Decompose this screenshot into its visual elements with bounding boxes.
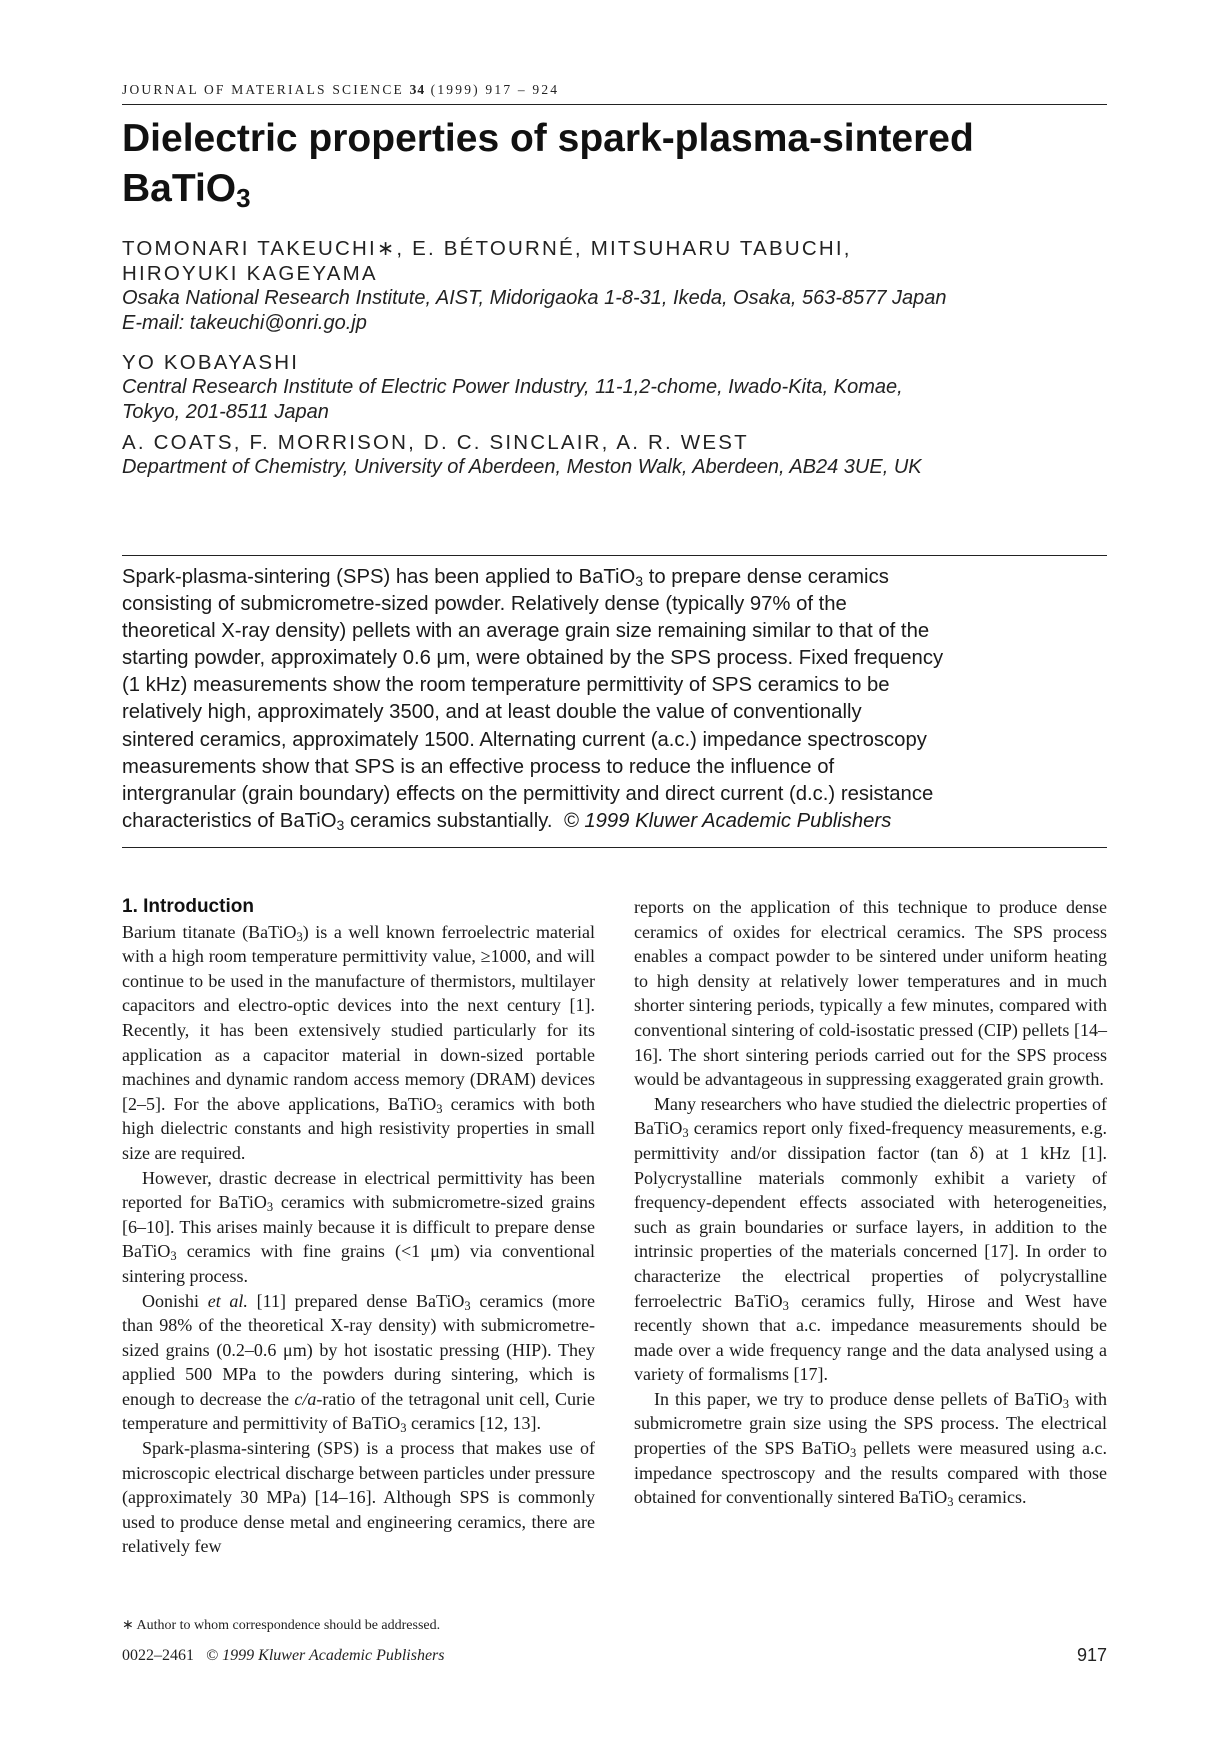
affiliation: Osaka National Research Institute, AIST, Midorigaoka 1-8-31, Ikeda, Osaka, 563-8577 Japan (122, 287, 947, 309)
author-group-1 (122, 236, 1107, 336)
footnote: ∗ Author to whom correspondence should be addressed. (122, 1618, 441, 1633)
author-names: YO KOBAYASHI (122, 351, 300, 374)
paragraph: In this paper, we try to produce dense pellets of BaTiO$_3$ with submicrometre grain size using the SPS process. The electrical properties of the SPS BaTiO$_3$ pellets were measured using a.c. impedance spectroscopy and the results compared with those obtained for conventionally sintered BaTiO$_3$ ceramics. (634, 1388, 1107, 1510)
abstract-copyright: © 1999 Kluwer Academic Publishers (563, 809, 892, 832)
title-main: Dielectric properties of spark-plasma-sintered (122, 117, 974, 160)
author-group-2 (122, 350, 1107, 425)
page-number: 917 (1076, 1645, 1107, 1665)
author-email: E-mail: takeuchi@onri.go.jp (122, 312, 367, 334)
affiliation: Central Research Institute of Electric Power Industry, 11-1,2-chome, Iwado-Kita, Komae, (122, 376, 903, 398)
journal-year-pages: (1999) 917 – 924 (430, 82, 560, 97)
paragraph: Oonishi et al. [11] prepared dense BaTiO$_3$ ceramics (more than 98% of the theoretical X-ray density) with submicrometre-sized grains (0.2–0.6 μm) by hot isostatic pressing (HIP). They applied 500 MPa to the powders during sintering, which is enough to decrease the c/a-ratio of the tetragonal unit cell, Curie temperature and permittivity of BaTiO$_3$ ceramics [12, 13]. (122, 1290, 595, 1436)
paragraph: reports on the application of this technique to produce dense ceramics of oxides for electrical ceramics. The SPS process enables a compact powder to be sintered under uniform heating to high density at relatively lower temperatures and in much shorter sintering periods, typically a few minutes, compared with conventional sintering of cold-isostatic pressed (CIP) pellets [14–16]. The short sintering periods carried out for the SPS process would be advantageous in suppressing exaggerated grain growth. (634, 897, 1107, 1090)
author-group-3 (122, 430, 1107, 480)
affiliation: Department of Chemistry, University of Aberdeen, Meston Walk, Aberdeen, AB24 3UE, UK (122, 456, 922, 478)
journal-header (122, 82, 559, 98)
footer-issn: 0022–2461 © 1999 Kluwer Academic Publishers (122, 1647, 445, 1664)
abstract: Spark-plasma-sintering (SPS) has been applied to BaTiO$_3$ to prepare dense ceramics consisting of submicrometre-sized powder. Relatively dense (typically 97% of the theoretical X-ray density) pellets with an average grain size remaining similar to that of the starting powder, approximately 0.6 μm, were obtained by the SPS process. Fixed frequency (1 kHz) measurements show the room temperature permittivity of SPS ceramics to be relatively high, approximately 3500, and at least double the value of conventionally sintered ceramics, approximately 1500. Alternating current (a.c.) impedance spectroscopy measurements show that SPS is an effective process to reduce the influence of intergranular (grain boundary) effects on the permittivity and direct current (d.c.) resistance characteristics of BaTiO$_3$ ceramics substantially. © 1999 Kluwer Academic Publishers (122, 566, 944, 833)
paragraph: Spark-plasma-sintering (SPS) is a process that makes use of microscopic electrical discharge between particles under pressure (approximately 30 MPa) [14–16]. Although SPS is commonly used to produce dense metal and engineering ceramics, there are relatively few (122, 1438, 595, 1557)
header-rule (122, 104, 1107, 105)
paragraph: Many researchers who have studied the dielectric properties of BaTiO$_3$ ceramics report only fixed-frequency measurements, e.g. permittivity and/or dissipation factor (tan δ) at 1 kHz [1]. Polycrystalline materials commonly exhibit a variety of frequency-dependent effects associated with heterogeneities, such as grain boundaries or surface layers, in addition to the intrinsic properties of the materials concerned [17]. In order to characterize the electrical properties of polycrystalline ferroelectric BaTiO$_3$ ceramics fully, Hirose and West have recently shown that a.c. impedance measurements should be made over a wide frequency range and the data analysed using a variety of formalisms [17]. (634, 1093, 1107, 1385)
paper-title (122, 114, 1107, 214)
body-column-left (122, 895, 595, 1559)
title-formula: BaTiO (122, 167, 237, 210)
author-names: HIROYUKI KAGEYAMA (122, 262, 378, 285)
journal-volume: 34 (409, 82, 426, 97)
body-column-right (634, 895, 1107, 1510)
title-formula-sub: 3 (236, 183, 251, 213)
author-names: A. COATS, F. MORRISON, D. C. SINCLAIR, A. R. WEST (122, 431, 749, 454)
abstract-top-rule (122, 555, 1107, 556)
paragraph: Barium titanate (BaTiO$_3$) is a well known ferroelectric material with a high room temperature permittivity value, ≥1000, and will continue to be used in the manufacture of thermistors, multilayer capacitors and electro-optic devices into the next century [1]. Recently, it has been extensively studied particularly for its application as a capacitor material in down-sized portable machines and dynamic random access memory (DRAM) devices [2–5]. For the above applications, BaTiO$_3$ ceramics with both high dielectric constants and high resistivity properties in small size are required. (122, 921, 596, 1163)
author-names: TOMONARI TAKEUCHI∗, E. BÉTOURNÉ, MITSUHARU TABUCHI, (122, 237, 852, 260)
footer-copyright: © 1999 Kluwer Academic Publishers (206, 1647, 445, 1664)
abstract-bottom-rule (122, 847, 1107, 848)
journal-name: JOURNAL OF MATERIALS SCIENCE (122, 82, 404, 97)
paragraph: However, drastic decrease in electrical permittivity has been reported for BaTiO$_3$ ceramics with submicrometre-sized grains [6–10]. This arises mainly because it is difficult to prepare dense BaTiO$_3$ ceramics with fine grains (<1 μm) via conventional sintering process. (122, 1167, 595, 1286)
section-heading: 1. Introduction (122, 896, 254, 917)
affiliation: Tokyo, 201-8511 Japan (122, 401, 329, 423)
